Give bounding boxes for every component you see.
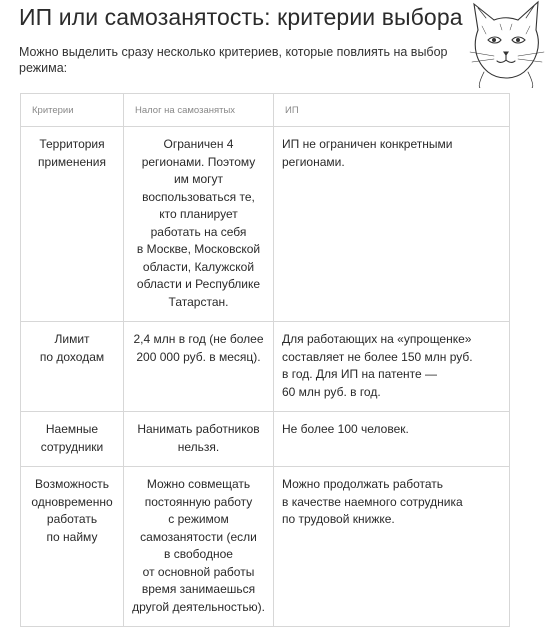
cell-line: Территория (39, 137, 105, 151)
cell-line: составляет не более 150 млн руб. (282, 349, 473, 364)
cell-line: самозанятости (если (140, 529, 257, 544)
cell-line: кто планирует (159, 207, 238, 221)
cell-line: время занимаешься (141, 582, 256, 596)
cell-line: сотрудники (40, 439, 104, 454)
cell-line: в год. Для ИП на патенте — (282, 367, 438, 381)
cell-line: в свободное (164, 547, 233, 561)
table-row (21, 322, 510, 412)
intro-text (19, 44, 489, 76)
cell-line: Можно совмещать (146, 477, 251, 491)
cell-line: 60 млн руб. в год. (282, 384, 381, 399)
cell-line: регионами. Поэтому (141, 154, 256, 169)
cell-line: Наемные (45, 422, 99, 436)
header-self-employed: Налог на самозанятых (124, 94, 274, 127)
cell-ip (274, 322, 510, 412)
cell-line: по доходам (39, 349, 105, 364)
table-row (21, 127, 510, 322)
cell-line: регионами. (282, 154, 345, 169)
cell-line: области и Республике (136, 277, 261, 291)
cell-line: постоянную работу (144, 494, 253, 509)
cell-line: Ограничен 4 (163, 137, 234, 151)
cell-line: работать на себя (150, 224, 247, 239)
cell-line: по найму (46, 529, 98, 544)
cell-line: Для работающих на «упрощенке» (282, 332, 472, 346)
cell-line: области, Калужской (142, 259, 255, 274)
table-row (21, 467, 510, 627)
cell-line: в Москве, Московской (136, 242, 261, 256)
cell-criterion (21, 322, 124, 412)
header-ip: ИП (274, 94, 510, 127)
cell-self-employed (124, 127, 274, 322)
cell-self-employed (124, 322, 274, 412)
cell-criterion (21, 467, 124, 627)
cell-line: работать (46, 512, 98, 526)
cell-ip (274, 467, 510, 627)
cell-line: применения (38, 154, 106, 169)
cell-line: 200 000 руб. в месяц). (136, 349, 261, 364)
cell-criterion (21, 412, 124, 467)
header-criteria: Критерии (21, 94, 124, 127)
cell-self-employed (124, 467, 274, 627)
cell-line: им могут (173, 172, 224, 186)
page-title: ИП или самозанятость: критерии выбора (19, 4, 463, 30)
cell-line: по трудовой книжке. (282, 512, 395, 526)
cell-line: Лимит (54, 332, 90, 346)
cell-line: Возможность (35, 477, 109, 491)
cell-line: в качестве наемного сотрудника (282, 494, 463, 509)
cell-line: Не более 100 человек. (282, 422, 409, 436)
table-row (21, 412, 510, 467)
cell-ip (274, 127, 510, 322)
cell-criterion (21, 127, 124, 322)
table-header-row (21, 94, 510, 127)
cell-ip (274, 412, 510, 467)
cell-line: от основной работы (142, 564, 255, 579)
cell-line: ИП не ограничен конкретными (282, 137, 453, 151)
cell-line: воспользоваться те, (142, 189, 255, 204)
cell-line: другой деятельностью). (132, 599, 265, 614)
cell-line: 2,4 млн в год (не более (133, 332, 264, 346)
cell-line: с режимом (168, 512, 229, 526)
cell-line: Татарстан. (168, 294, 229, 309)
cell-line: нельзя. (177, 439, 220, 454)
cell-line: Можно продолжать работать (282, 477, 443, 491)
intro-line-2: режима: (19, 61, 68, 75)
cell-line: Нанимать работников (137, 422, 260, 436)
intro-line-1: Можно выделить сразу несколько критериев, которые повлиять на выбор (19, 45, 448, 59)
criteria-table (20, 93, 510, 627)
cell-self-employed (124, 412, 274, 467)
cell-line: одновременно (31, 494, 113, 509)
